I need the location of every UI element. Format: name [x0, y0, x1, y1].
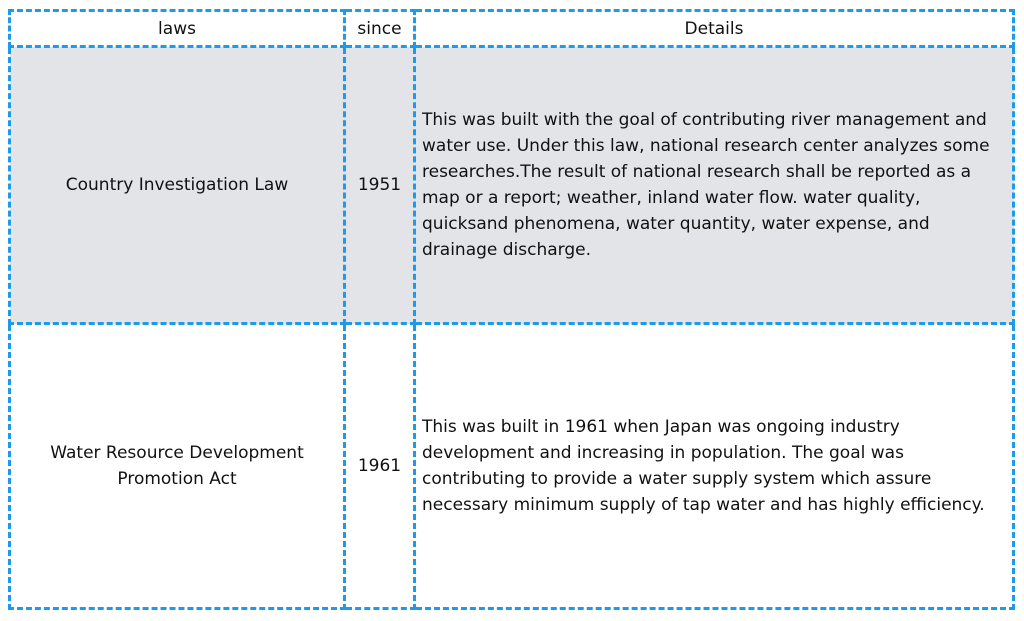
header-since: since [345, 11, 415, 47]
laws-table [8, 9, 1015, 610]
header-laws: laws [10, 11, 345, 47]
details-cell: This was built in 1961 when Japan was ongoing industry development and increasing in population. The goal was contributing to provide a water supply system which assure necessary minimum supply of tap water and has highly efficiency. [415, 324, 1014, 609]
since-year-cell: 1951 [345, 47, 415, 324]
table-row [10, 47, 1014, 324]
table-row [10, 324, 1014, 609]
details-cell: This was built with the goal of contributing river management and water use. Under this law, national research center analyzes some researches.The result of national research shall be reported as a map or a report; weather, inland water flow. water quality, quicksand phenomena, water quantity, water expense, and drainage discharge. [415, 47, 1014, 324]
header-row [10, 11, 1014, 47]
since-year-cell: 1961 [345, 324, 415, 609]
law-name-cell: Country Investigation Law [10, 47, 345, 324]
header-details: Details [415, 11, 1014, 47]
law-name-cell: Water Resource Development Promotion Act [10, 324, 345, 609]
